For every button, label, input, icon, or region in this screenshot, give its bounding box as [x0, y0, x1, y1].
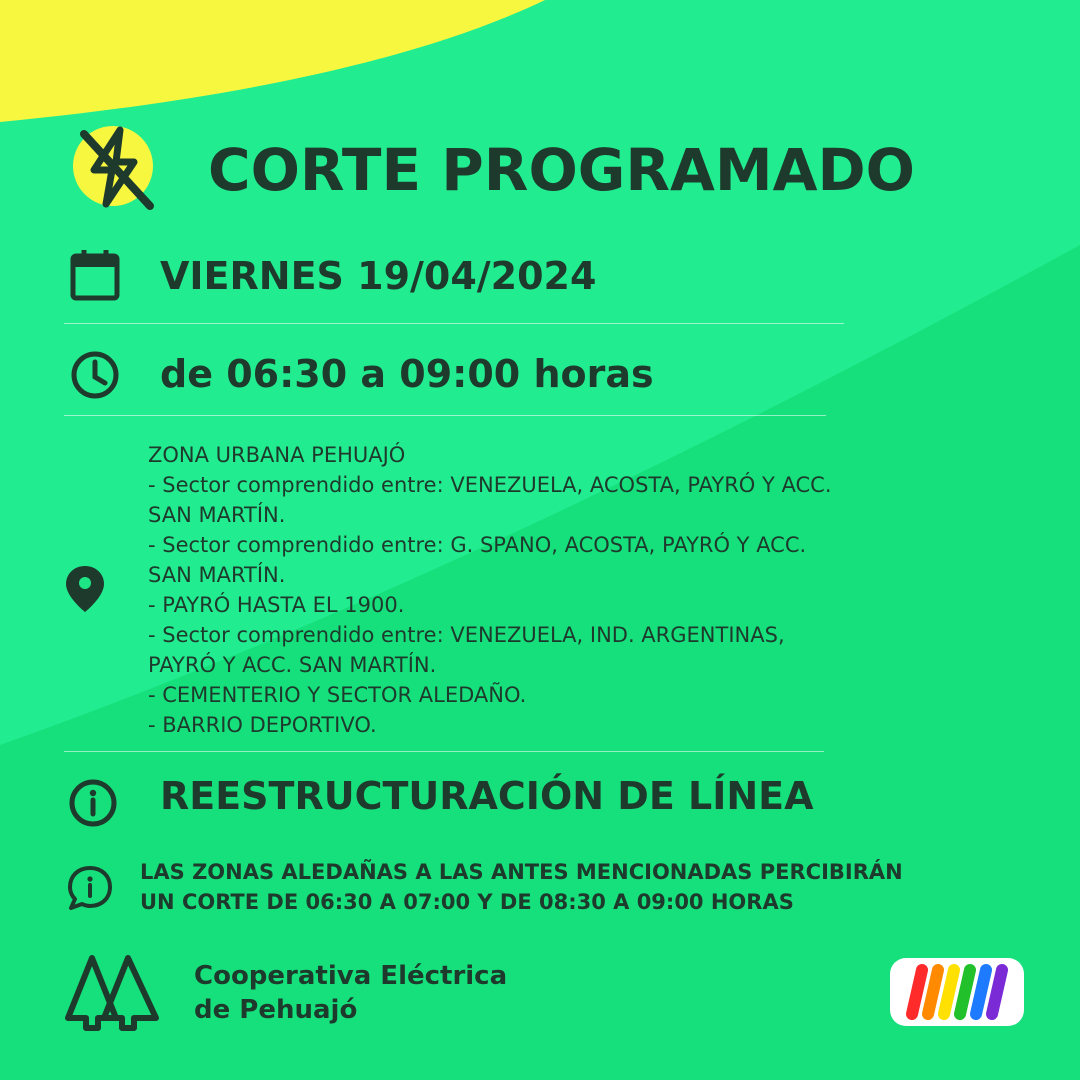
no-power-icon [70, 120, 162, 212]
rainbow-stripes-badge [888, 956, 1026, 1028]
zone-line: - Sector comprendido entre: VENEZUELA, ACOSTA, PAYRÓ Y ACC. [148, 473, 832, 497]
cooperative-trees-logo [62, 952, 162, 1032]
zone-line: - CEMENTERIO Y SECTOR ALEDAÑO. [148, 683, 527, 707]
location-pin-icon [64, 564, 106, 614]
note-line: LAS ZONAS ALEDAÑAS A LAS ANTES MENCIONADAS PERCIBIRÁN [140, 860, 903, 884]
outage-time: de 06:30 a 09:00 horas [160, 352, 654, 396]
zone-line: ZONA URBANA PEHUAJÓ [148, 443, 406, 467]
calendar-icon [70, 248, 122, 302]
affected-zones [148, 440, 1028, 740]
organization-name-line: de Pehuajó [194, 995, 358, 1025]
nearby-zones-note [140, 857, 1040, 917]
zone-line: SAN MARTÍN. [148, 503, 286, 527]
divider [64, 323, 844, 324]
zone-line: - Sector comprendido entre: VENEZUELA, IND. ARGENTINAS, [148, 623, 785, 647]
info-chat-icon [66, 864, 114, 912]
zone-line: - Sector comprendido entre: G. SPANO, ACOSTA, PAYRÓ Y ACC. [148, 533, 807, 557]
clock-icon [70, 350, 120, 400]
page-title: CORTE PROGRAMADO [208, 136, 915, 204]
zone-line: SAN MARTÍN. [148, 563, 286, 587]
organization-name [194, 959, 507, 1027]
zone-line: - BARRIO DEPORTIVO. [148, 713, 377, 737]
outage-reason: REESTRUCTURACIÓN DE LÍNEA [160, 774, 814, 818]
divider [64, 751, 824, 752]
zone-line: - PAYRÓ HASTA EL 1900. [148, 593, 405, 617]
note-line: UN CORTE DE 06:30 A 07:00 Y DE 08:30 A 09:00 HORAS [140, 890, 794, 914]
organization-name-line: Cooperativa Eléctrica [194, 961, 508, 991]
outage-date: VIERNES 19/04/2024 [160, 254, 597, 298]
divider [64, 415, 826, 416]
info-icon [68, 778, 118, 828]
zone-line: PAYRÓ Y ACC. SAN MARTÍN. [148, 653, 437, 677]
